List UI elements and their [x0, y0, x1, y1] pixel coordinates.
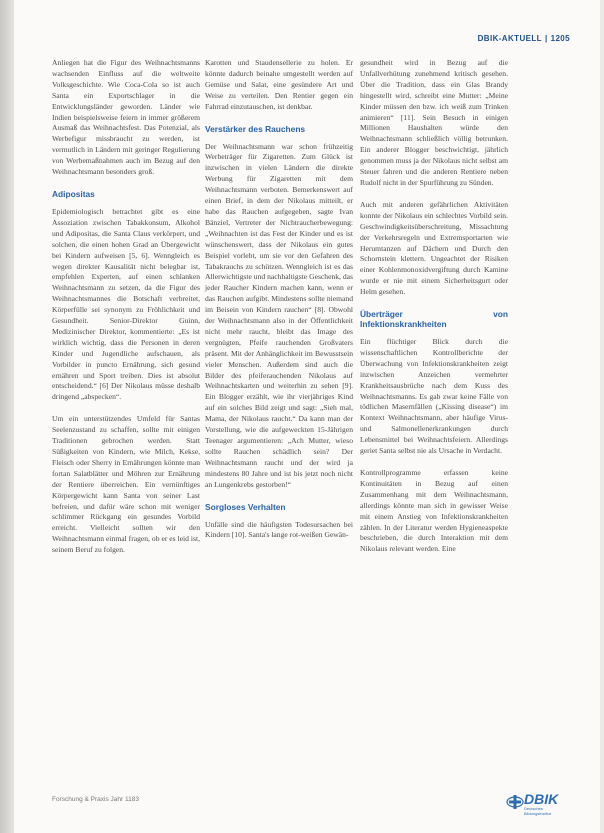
page-number: 1205 [550, 34, 570, 43]
heading-sorglos: Sorgloses Verhalten [205, 501, 286, 512]
col2-paragraph-3: Unfälle sind die häufigsten Todesursachen bei Kindern [10]. Santa's lange rot-weißen Gewän- [205, 519, 353, 540]
col3-paragraph-4: Kontrollprogramme erfassen keine Kontinuitäten in Bezug auf einen Zusammenhang mit dem Weihnachtsmann, allerdings könnte man sich in gewisser Weise mit einem Anstieg von Infektionskrankheiten zählen. In der Literatur werden Hygieneaspekte beschrieben, die durch Interaktion mit dem Nikolaus relevant werden. Eine [360, 468, 508, 554]
section-label: DBIK-AKTUELL [477, 34, 542, 43]
heading-rauchen: Verstärker des Rauchens [205, 123, 306, 134]
logo-cross-icon [506, 793, 524, 811]
col2-paragraph-1: Karotten und Staudensellerie zu holen. Er könnte dadurch beinahe umgestellt werden auf Gemüse und Salat, eine gesündere Art und Weise zu verteilen. Den Rentier gegen ein Fahrrad einzutauschen, ist denkbar. [205, 58, 353, 111]
logo-wordmark: DBIK [524, 791, 559, 807]
page-gutter [0, 0, 14, 833]
heading-adipositas: Adipositas [52, 188, 95, 199]
col1-paragraph-3: Um ein unterstützendes Umfeld für Santas Seelenzustand zu schaffen, sollte mit einigen Traditionen gebrochen werden. Statt Süßigkeiten von Kindern, wie Milch, Kekse, Fleisch oder Sherry in Ernährungen könnte man fortan Salatblätter und Möhren zur Ernährung der Rentiere überreichen. Ein vernünftiges Körpergewicht kann Santa von seiner Last befreien, und dafür wäre schon mit weniger schlimmer Rückgang ein gesundes Vorbild erreicht. Vielleicht sollten wir den Weihnachtsmann einmal fragen, ob er es leid ist, seinem Beruf zu folgen. [52, 414, 200, 555]
col2-paragraph-2: Der Weihnachtsmann war schon frühzeitig Werbeträger für Zigaretten. Zum Glück ist inzwischen in vielen Ländern die direkte Werbung für Zigaretten mit dem Weihnachtsmann verboten. Bemerkenswert auf einen Brief, in dem der Nikolaus mitteilt, er habe das Rauchen aufgegeben, sagte Ivan Bänziel, Vertreter der Nichtraucherbewegung: „Weihnachten ist das Fest der Kinder und es ist wünschenswert, dass der Nikolaus ein gutes Beispiel vorlebt, um sie vor den Gefahren des Tabakrauchs zu schützen. Wenngleich ist es das Allerwichtigste und nachhaltigste Geschenk, das jeder Raucher Kindern machen kann, wenn er das Rauchen aufgibt. Mindestens sollte niemand im Beisein von Kindern rauchen“ [8]. Obwohl der Weihnachtsmann also in der Öffentlichkeit nicht mehr raucht, bleibt das Image des vergnügten, Pfeife rauchenden Großvaters präsent. Mit der Anhänglichkeit im Bewusstsein vieler Menschen. Außerdem sind auch die Bilder des pfeiferauchenden Nikolaus auf Weihnachtskarten und weiterhin zu sehen [9]. Ein Blogger erzählt, wie ihr vierjähriges Kind auf ein solches Bild zeigt und sagt: „Sieh mal, Mama, der Nikolaus raucht.“ Da kann man der Vorstellung, wie die aufgeweckten 15-Jährigen Teenager argumentieren: „Ach Mutter, wieso sollte Rauchen schädlich sein? Der Weihnachtsmann raucht und der wird ja mindestens 80 Jahre und ist bis jetzt noch nicht an Lungenkrebs gestorben!“ [205, 141, 353, 489]
col3-paragraph-2: Auch mit anderen gefährlichen Aktivitäten konnte der Nikolaus ein schlechtes Vorbild sein. Geschwindigkeitsüberschreitung, Missachtung der Verkehrsregeln und Extremsportarten wie Herumtanzen auf Dächern und Durch den Schornstein klettern. Ungeachtet der Risiken einer Kohlenmonoxidvergiftung durch Kamine wurde er nie mit einem Sicherheitsgurt oder Helm gesehen. [360, 199, 508, 297]
col3-paragraph-3: Ein flüchtiger Blick durch die wissenschaftlichen Kontrollberichte der Überwachung von Infektionskrankheiten zeigt inzwischen Anzeichen vermehrter Krankheitsausbrüche nach dem Kuss des Weihnachtsmanns. Es gab zwar keine Fälle von tödlichen Masernfällen („Kissing disease“) im Kontext Weihnachtsmann, aber häufige Virus- und Salmonellenerkrankungen durch Lebensmittel bei Weihnachtsfeiern. Allerdings geriet Santa selbst nie als Ursache in Verdacht. [360, 337, 508, 456]
col3-paragraph-1: gesundheit wird in Bezug auf die Unfallverhütung zunehmend kritisch gesehen. Über die Tradition, dass ein Glas Brandy hingestellt wird, schreibt eine Mutter: „Meine Kinder müssen den bzw. ich weiß zum Trinken animieren“ [11]. Sein Besuch in einigen Millionen Haushalten würde den Weihnachtsmann schließlich völlig betrunken. Ein anderer Blogger beschwichtigt, jährlich genommen muss ja der Nikolaus nicht selbst am Steuer fahren und die anderen Rentiere neben Rudolf nicht in der Spurführung zu Sünden. [360, 58, 508, 187]
page-header [478, 34, 570, 43]
header-separator: | [544, 34, 548, 43]
col1-paragraph-2: Epidemiologisch betrachtet gibt es eine Assoziation zwischen Tabakkonsum, Alkohol und Adipositas, die Santa Claus verkörpert, und solchen, die einen hohen Grad an Übergewicht bei Kindern aufweisen [5, 6]. Wenngleich es wegen direkter Kausalität nicht belegbar ist, empfehlen Experten, auf einen schlanken Weihnachtsmann zu setzen, da die Figur des Weihnachtsmannes die Botschaft verbreitet, Körperfülle sei synonym zu Fröhlichkeit und Gesundheit. Senior-Direktor Guinn, Medizinischer Direktor, kommentierte: „Es ist wirklich wichtig, dass die Personen in deren Kinder und Jugendliche aufschauen, als Vorbilder in puncto Ernährung, sich gesund ernähren und Sport treiben. Dies ist absolut entscheidend.“ [6] Der Nikolaus müsse deshalb dringend „abspecken“. [52, 206, 200, 402]
col1-paragraph-1: Anliegen hat die Figur des Weihnachtsmanns wachsenden Einfluss auf die weltweite Volksgeschichte. Wie Coca-Cola so ist auch Santa ein Exportschlager in die Entwicklungsländer geworden. Länder wie Indien beispielsweise feiern in immer größerem Ausmaß das Weihnachtsfest. Das Potenzial, als Werbefigur missbraucht zu werden, ist vermutlich in Ländern mit geringer Regulierung von Werbemaßnahmen auch im Bezug auf den Weihnachtsmann besonders groß. [52, 58, 200, 177]
heading-infektion: Überträger von Infektionskrankheiten [360, 309, 508, 330]
column-3 [360, 58, 508, 555]
column-2 [205, 58, 353, 541]
column-1 [52, 58, 200, 556]
logo-subtitle: Deutsches Bildungsinstitut [524, 806, 551, 816]
dbik-logo [506, 791, 570, 815]
page-footer: Forschung & Praxis Jahr 1183 [52, 796, 139, 803]
